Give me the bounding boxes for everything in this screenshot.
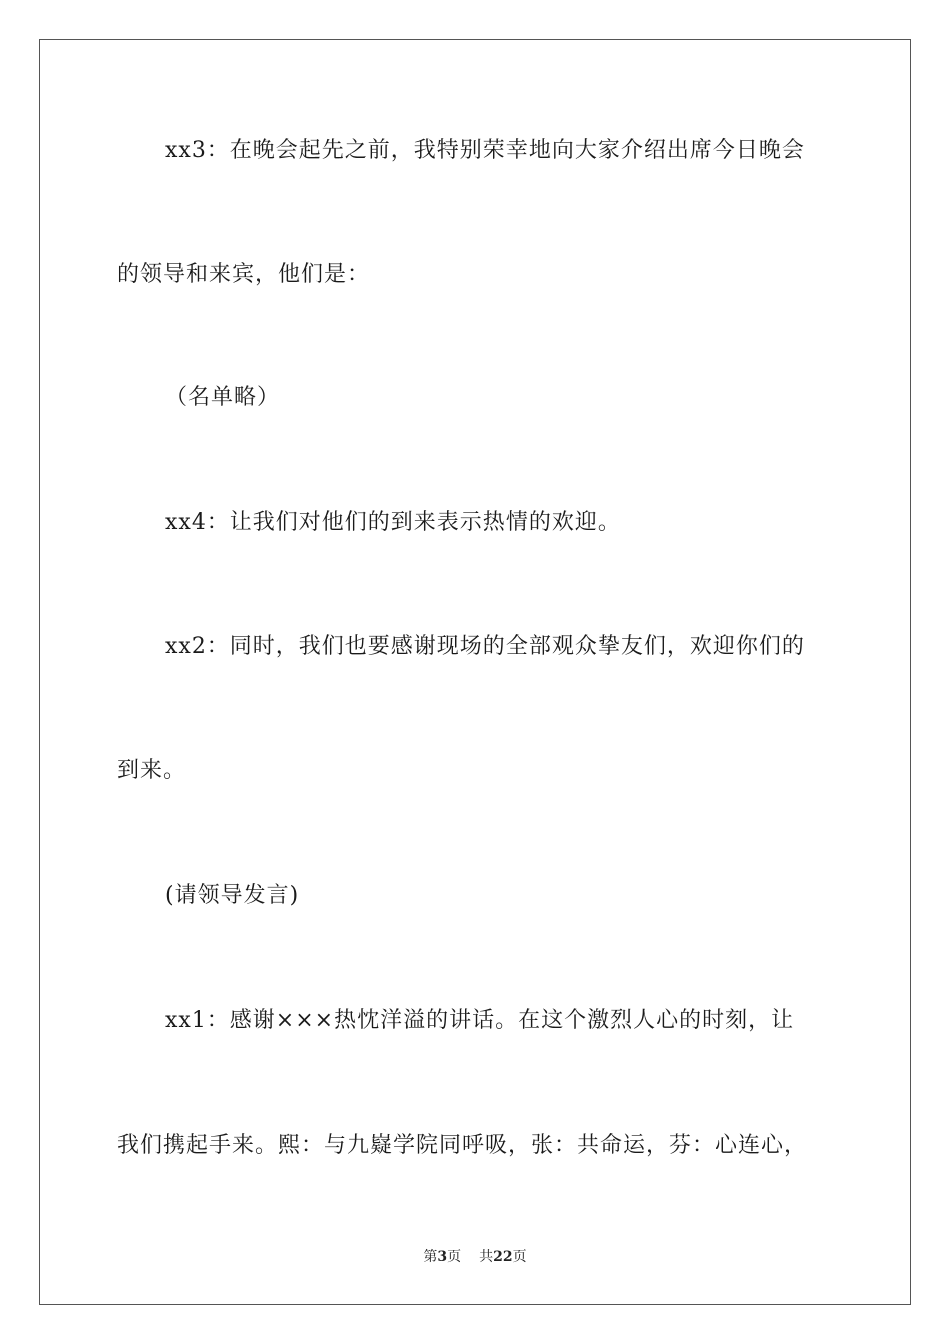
page-frame (39, 39, 911, 1305)
footer-total-prefix: 共 (479, 1249, 494, 1265)
paragraph-line: (请领导发言) (165, 883, 300, 908)
footer-page-prefix: 第 (423, 1249, 438, 1265)
footer-page-number: 3 (437, 1249, 448, 1265)
paragraph-line: xx3：在晚会起先之前，我特别荣幸地向大家介绍出席今日晚会 (165, 138, 805, 163)
paragraph-line: （名单略） (165, 385, 281, 410)
footer-total-pages: 22 (493, 1249, 513, 1265)
page-footer (0, 1247, 950, 1267)
footer-page-suffix: 页 (447, 1249, 462, 1265)
paragraph-line: 到来。 (117, 758, 187, 783)
paragraph-line: xx4：让我们对他们的到来表示热情的欢迎。 (165, 510, 621, 535)
paragraph-line: xx1：感谢×××热忱洋溢的讲话。在这个激烈人心的时刻，让 (165, 1008, 795, 1033)
paragraph-line: 我们携起手来。熙：与九嶷学院同呼吸，张：共命运，芬：心连心， (117, 1133, 808, 1158)
paragraph-line: 的领导和来宾，他们是： (117, 262, 371, 287)
footer-total-suffix: 页 (512, 1249, 527, 1265)
paragraph-line: xx2：同时，我们也要感谢现场的全部观众挚友们，欢迎你们的 (165, 634, 805, 659)
